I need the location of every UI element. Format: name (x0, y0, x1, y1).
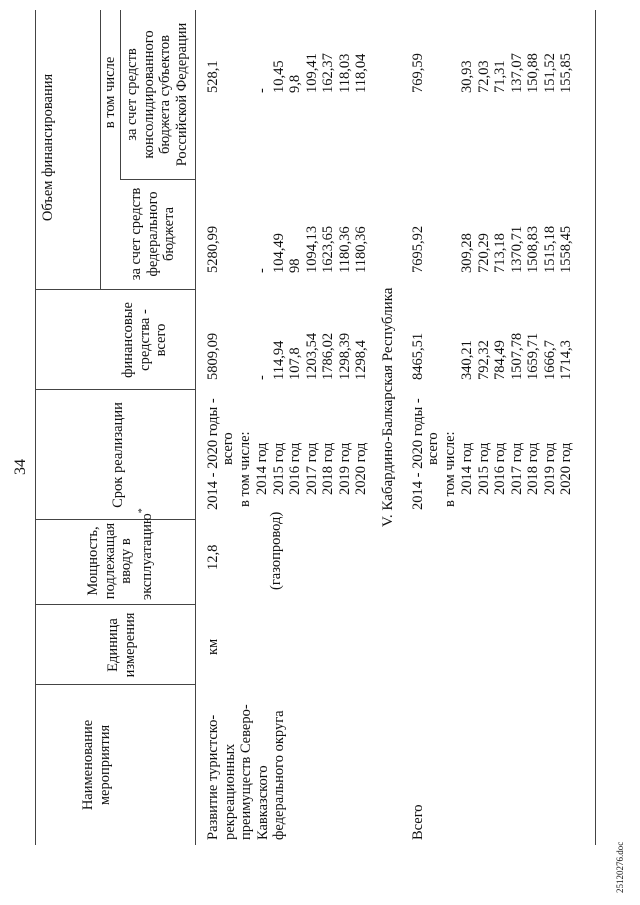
row1-total-value: 1786,02 (320, 332, 336, 380)
row2-total-all: 8465,51 (410, 332, 426, 380)
row1-period-total-1: 2014 - 2020 годы - (205, 398, 221, 510)
header-bottom-border (195, 10, 196, 845)
row2-federal-value: 1508,83 (525, 225, 541, 273)
header-total: финансовые средства - всего (120, 302, 169, 378)
row1-name: Развитие туристско-рекреационных преимуществ Северо-Кавказского федерального округа (205, 704, 287, 840)
row2-including: в том числе: (442, 431, 458, 507)
row2-regional-value: 150,88 (525, 53, 541, 93)
row2-period-total-1: 2014 - 2020 годы - (410, 398, 426, 510)
row1-year-label: 2016 год (287, 442, 303, 495)
row2-federal-value: 1370,71 (508, 225, 525, 273)
including-subheader-line (120, 10, 121, 180)
row1-year-label: 2015 год (270, 442, 287, 495)
row2-regional-value: 71,31 (492, 60, 508, 93)
row2-year-label: 2018 год (525, 442, 541, 495)
row1-regional-value: 10,45 (270, 60, 287, 93)
row2-federal-value: 720,29 (475, 233, 492, 273)
row1-total-value: 1298,39 (336, 332, 353, 380)
row1-total-value: 1203,54 (303, 332, 320, 380)
col-divider-3 (35, 519, 195, 520)
row1-total-value: - (254, 375, 270, 380)
col-divider-6 (120, 179, 195, 180)
row1-year-label: 2018 год (320, 442, 336, 495)
row1-total-value: 1298,4 (353, 340, 369, 380)
row1-regional-value: 162,37 (320, 53, 336, 93)
row1-total-value: 107,8 (287, 347, 303, 380)
row2-period-total-2: всего (425, 432, 441, 465)
row2-year-label: 2014 год (459, 442, 475, 495)
row2-total-value: 340,21 (459, 340, 475, 380)
funding-subheader-line (100, 10, 101, 290)
row2-year-label: 2017 год (508, 442, 525, 495)
row1-regional-value: 109,41 (303, 53, 320, 93)
row2-federal-value: 1515,18 (541, 225, 558, 273)
row2-year-label: 2015 год (475, 442, 492, 495)
header-funding-volume: Объем финансирования (40, 73, 56, 222)
row1-federal-value: 1094,13 (303, 225, 320, 273)
row2-regional-value: 151,52 (541, 53, 558, 93)
row1-capacity: 12,8 (205, 544, 221, 570)
row2-year-label: 2020 год (558, 442, 574, 495)
row1-year-label: 2017 год (303, 442, 320, 495)
row2-federal-all: 7695,92 (410, 225, 426, 273)
row2-total-value: 1666,7 (541, 340, 558, 380)
row2-total-value: 1659,71 (525, 332, 541, 380)
row1-year-label: 2020 год (353, 442, 369, 495)
row2-name: Всего (410, 804, 426, 840)
row1-capacity-note: (газопровод) (268, 511, 284, 590)
header-capacity: Мощность, подлежащая вводу в эксплуатацию* (85, 508, 155, 600)
row2-regional-value: 137,07 (508, 53, 525, 93)
footer-doc-code: 25120276.doc (615, 841, 625, 893)
row2-federal-value: 1558,45 (558, 225, 574, 273)
row1-federal-value: 1180,36 (353, 226, 369, 273)
row2-total-value: 792,32 (475, 340, 492, 380)
row1-federal-value: 1623,65 (320, 225, 336, 273)
row1-including: в том числе: (237, 431, 253, 507)
row2-federal-value: 713,18 (492, 233, 508, 273)
row1-regional-value: - (254, 88, 270, 93)
table-top-border (35, 10, 36, 845)
row1-regional-value: 9,8 (287, 74, 303, 93)
row2-year-label: 2019 год (541, 442, 558, 495)
row2-regional-value: 72,03 (475, 60, 492, 93)
row1-period-total-2: всего (220, 432, 236, 465)
row1-total-value: 114,94 (270, 340, 287, 380)
row1-unit: км (205, 638, 221, 655)
col-divider-1 (35, 684, 195, 685)
row1-total-all: 5809,09 (205, 332, 221, 380)
header-regional: за счет средств консолидированного бюджета субъектов Российской Федерации (124, 22, 190, 167)
col-divider-4 (35, 389, 195, 390)
row1-federal-value: 104,49 (270, 233, 287, 273)
header-unit: Единица измерения (105, 612, 138, 678)
page-number: 34 (12, 459, 29, 475)
row2-regional-value: 155,85 (558, 53, 574, 93)
row1-federal-value: - (254, 268, 270, 273)
row2-regional-all: 769,59 (410, 53, 426, 93)
row2-federal-value: 309,28 (459, 233, 475, 273)
row2-year-label: 2016 год (492, 442, 508, 495)
col-divider-5 (35, 289, 195, 290)
row2-regional-value: 30,93 (459, 60, 475, 93)
row1-regional-value: 118,04 (353, 53, 369, 93)
table-bottom-border (595, 10, 596, 845)
row2-total-value: 1714,3 (558, 340, 574, 380)
col-divider-2 (35, 604, 195, 605)
row1-year-label: 2014 год (254, 442, 270, 495)
header-federal: за счет средств федерального бюджета (128, 187, 177, 281)
row1-year-label: 2019 год (336, 442, 353, 495)
header-including: в том числе (102, 56, 118, 129)
row2-total-value: 784,49 (492, 340, 508, 380)
header-name: Наименование мероприятия (80, 719, 113, 811)
row2-total-value: 1507,78 (508, 332, 525, 380)
row1-federal-value: 1180,36 (336, 226, 353, 273)
row1-federal-value: 98 (287, 258, 303, 273)
row1-federal-all: 5280,99 (205, 225, 221, 273)
row1-regional-all: 528,1 (205, 60, 221, 93)
row1-regional-value: 118,03 (336, 53, 353, 93)
section-title: V. Кабардино-Балкарская Республика (380, 287, 396, 527)
header-period: Срок реализации (110, 402, 126, 508)
